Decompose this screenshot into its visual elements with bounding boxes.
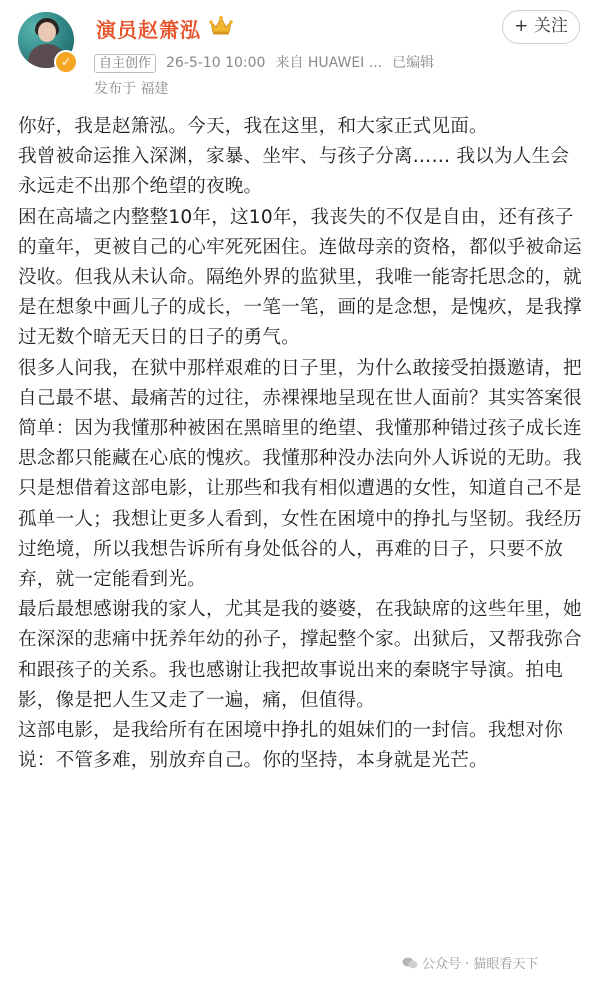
username[interactable]: 演员赵箫泓 bbox=[96, 18, 201, 42]
post-paragraph: 很多人问我，在狱中那样艰难的日子里，为什么敢接受拍摄邀请，把自己最不堪、最痛苦的过往，赤裸裸地呈现在世人面前？其实答案很简单：因为我懂那种被困在黑暗里的绝望、我懂那种错过孩子成长连思念都只能藏在心底的愧疚。我懂那种没办法向外人诉说的无助。我只是想借着这部电影，让那些和我有相似遭遇的女性，知道自己不是孤单一人；我想让更多人看到，女性在困境中的挣扎与坚韧。我经历过绝境，所以我想告诉所有身处低谷的人，再难的日子，只要不放弃，就一定能看到光。 bbox=[18, 357, 582, 591]
wechat-icon bbox=[402, 957, 418, 969]
edited-label[interactable]: 已编辑 bbox=[392, 55, 435, 71]
post-paragraph: 我曾被命运推入深渊，家暴、坐牢、与孩子分离…… 我以为人生会永远走不出那个绝望的夜晚。 bbox=[18, 146, 570, 198]
post-location: 发布于 福建 bbox=[94, 81, 169, 97]
watermark-text: 公众号 · 猫眼看天下 bbox=[422, 957, 539, 972]
original-tag: 自主创作 bbox=[94, 54, 156, 73]
crown-icon bbox=[208, 14, 234, 36]
post-paragraph: 最后最想感谢我的家人，尤其是我的婆婆，在我缺席的这些年里，她在深深的悲痛中抚养年幼的孙子，撑起整个家。出狱后，又帮我弥合和跟孩子的关系。我也感谢让我把故事说出来的秦晓宇导演。拍电影，像是把人生又走了一遍，痛，但值得。 bbox=[18, 599, 582, 711]
verified-badge-icon: ✓ bbox=[54, 50, 78, 74]
post-source: 来自 HUAWEI ... bbox=[275, 55, 383, 71]
post-header bbox=[0, 0, 600, 100]
post-paragraph: 这部电影，是我给所有在困境中挣扎的姐妹们的一封信。我想对你说：不管多难，别放弃自己。你的坚持，本身就是光芒。 bbox=[18, 720, 564, 772]
watermark bbox=[402, 953, 538, 972]
post-time: 26-5-10 10:00 bbox=[166, 55, 266, 71]
follow-button[interactable]: + 关注 bbox=[502, 10, 580, 44]
post-meta bbox=[94, 52, 444, 73]
post-paragraph: 困在高墙之内整整10年，这10年，我丧失的不仅是自由，还有孩子的童年，更被自己的心牢死死困住。连做母亲的资格，都似乎被命运没收。但我从未认命。隔绝外界的监狱里，我唯一能寄托思念的，就是在想象中画儿子的成长，一笔一笔，画的是念想，是愧疚，是我撑过无数个暗无天日的日子的勇气。 bbox=[18, 206, 582, 349]
post-paragraph: 你好，我是赵箫泓。今天，我在这里，和大家正式见面。 bbox=[18, 116, 488, 137]
post-content bbox=[18, 112, 584, 776]
